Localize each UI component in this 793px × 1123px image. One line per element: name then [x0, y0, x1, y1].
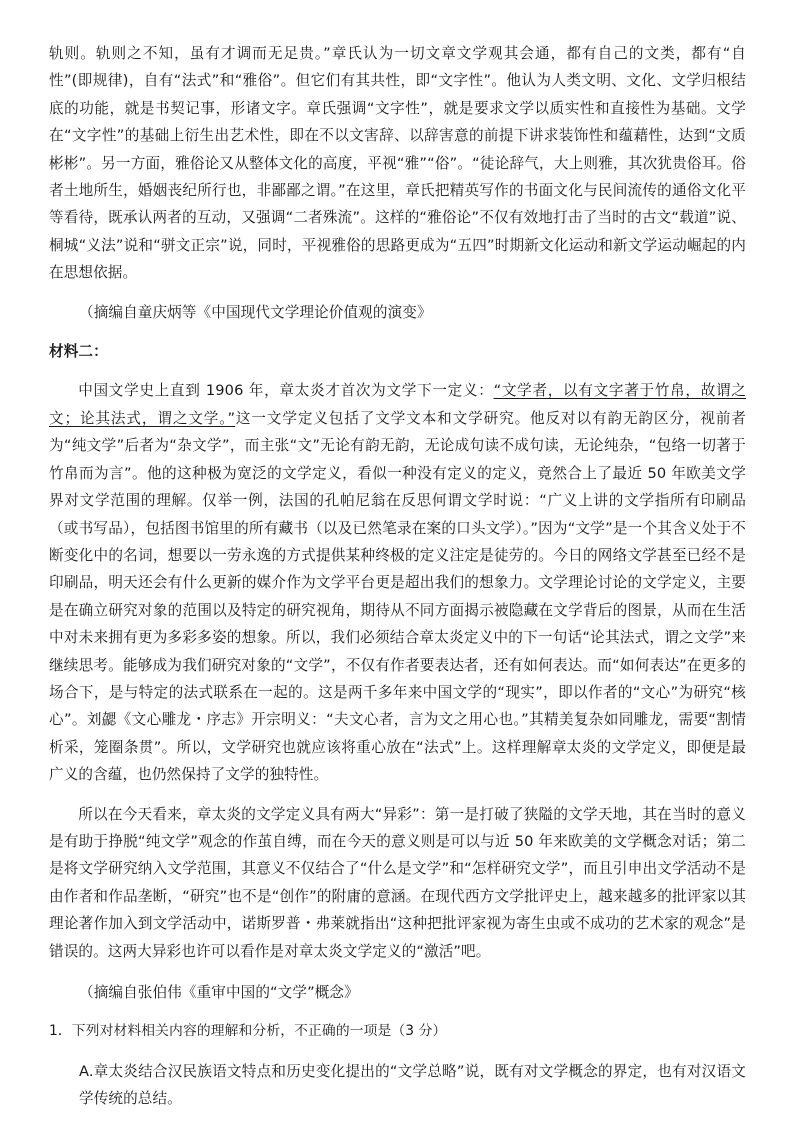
material1-source-citation: （摘编自童庆炳等《中国现代文学理论价值观的演变》	[79, 303, 432, 321]
underlined-definition-quote: “文学者，以有文字著于竹帛，故谓之文；论其法式，谓之文学。”	[49, 382, 747, 427]
question-1-stem: 1．下列对材料相关内容的理解和分析，不正确的一项是（3 分）	[49, 1023, 447, 1040]
document-page	[49, 40, 746, 1113]
question-1-option-a: A.章太炎结合汉民族语文特点和历史变化提出的“文学总略”说，既有对文学概念的界定，也有对汉语文学传统的总结。	[79, 1062, 746, 1108]
definition-intro-text: 中国文学史上直到 1906 年，章太炎才首次为文学下一定义：	[78, 382, 494, 400]
material1-continuation-paragraph: 轨则。轨则之不知，虽有才调而无足贵。”章氏认为一切文章文学观其会通，都有自己的文类，都有“自性”(即规律)，自有“法式”和“雅俗”。但它们有其共性，即“文字性”。他认为人类文明、文化、文学归根结底的功能，就是书契记事，形诸文字。章氏强调“文字性”，就是要求文学以质实性和直接性为基础。文学在“文字性”的基础上衍生出艺术性，即在不以文害辞、以辞害意的前提下讲求装饰性和蕴藉性，达到“文质彬彬”。另一方面，雅俗论又从整体文化的高度，平视“雅”“俗”。“徒论辞气，大上则雅，其次犹贵俗耳。俗者土地所生，婚姻丧纪所行也，非鄙鄙之谓。”在这里，章氏把精英写作的书面文化与民间流传的通俗文化平等看待，既承认两者的互动，又强调“二者殊流”。这样的“雅俗论”不仅有效地打击了当时的古文“载道”说、桐城“义法”说和“骈文正宗”说，同时，平视雅俗的思路更成为“五四”时期新文化运动和新文学运动崛起的内在思想依据。	[49, 45, 746, 282]
material2-paragraph-2: 所以在今天看来，章太炎的文学定义具有两大“异彩”：第一是打破了狭隘的文学天地，其在当时的意义是有助于挣脱“纯文学”观念的作茧自缚，而在今天的意义则是可以与近 50 年来欧美的文学概念对话；第二是将文学研究纳入文学范围，其意义不仅结合了“什么是文学”和“怎样研究文学”，而且引申出文学活动不是由作者和作品垄断，“研究”也不是“创作”的附庸的意涵。在现代西方文学批评史上，越来越多的批评家以其理论著作加入到文学活动中，诺斯罗普・弗莱就指出“这种把批评家视为寄生虫或不成功的艺术家的观念”是错误的。这两大异彩也许可以看作是对章太炎文学定义的“激活”吧。	[49, 805, 746, 960]
paragraph-1-body-text: 这一文学定义包括了文学文本和文学研究。他反对以有韵无韵区分，视前者为“纯文学”后者为“杂文学”，而主张“文”无论有韵无韵，无论成句读不成句读，无论纯杂，“包络一切著于竹帛而为言”。他的这种极为宽泛的文学定义，看似一种没有定义的定义，竟然合上了最近 50 年欧美文学界对文学范围的理解。仅举一例，法国的孔帕尼翁在反思何谓文学时说：“广义上讲的文学指所有印刷品（或书写品），包括图书馆里的所有藏书（以及已然笔录在案的口头文学）。”因为“文学”是一个其含义处于不断变化中的名词，想要以一劳永逸的方式提供某种终极的定义注定是徒劳的。今日的网络文学甚至已经不是印刷品，明天还会有什么更新的媒介作为文学平台更是超出我们的想象力。文学理论讨论的文学定义，主要是在确立研究对象的范围以及特定的研究视角，期待从不同方面揭示被隐藏在文学背后的图景，从而在生活中对未来拥有更为多彩多姿的想象。所以，我们必须结合章太炎定义中的下一句话“论其法式，谓之文学”来继续思考。能够成为我们研究对象的“文学”，不仅有作者要表达者，还有如何表达。而“如何表达”在更多的场合下，是与特定的法式联系在一起的。这是两千多年来中国文学的“现实”，即以作者的“文心”为研究“核心”。刘勰《文心雕龙・序志》开宗明义：“夫文心者，言为文之用心也。”其精美复杂如同雕龙，需要“割情析采，笼圈条贯”。所以，文学研究也就应该将重心放在“法式”上。这样理解章太炎的文学定义，即便是最广义的含蕴，也仍然保持了文学的独特性。	[49, 409, 747, 784]
material2-paragraph-1	[49, 377, 746, 788]
material2-source-citation: （摘编自张伯伟《重审中国的“文学”概念》	[79, 984, 359, 1001]
material2-heading: 材料二：	[49, 343, 108, 361]
